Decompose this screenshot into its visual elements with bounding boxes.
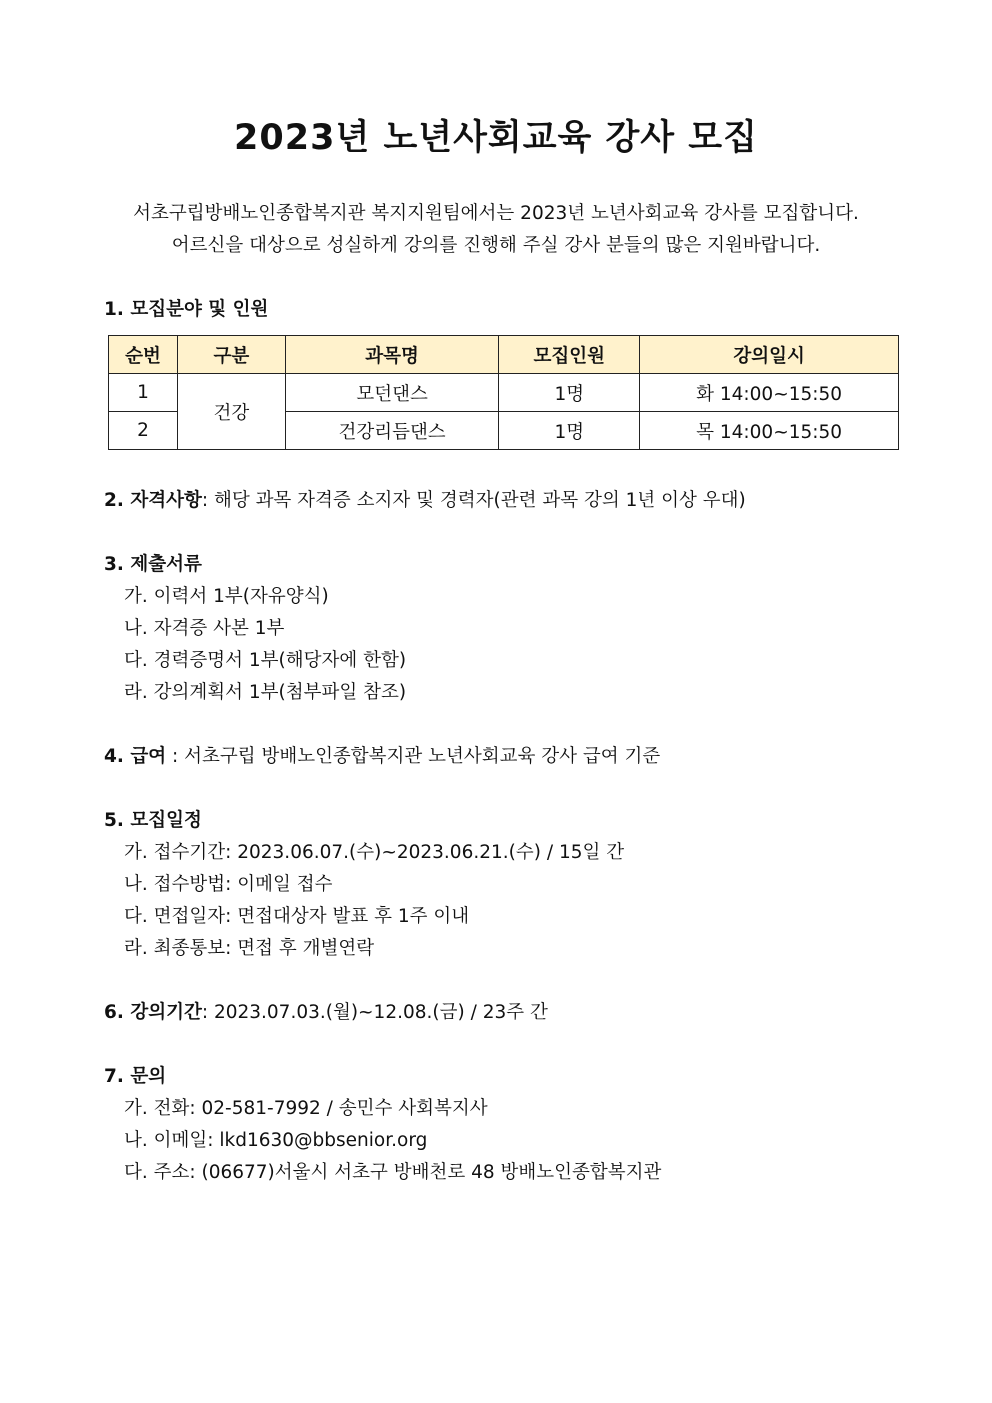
list-item: 나. 이메일: lkd1630@bbsenior.org <box>124 1130 428 1151</box>
section-6-text: : 2023.07.03.(월)~12.08.(금) / 23주 간 <box>201 1002 548 1023</box>
table-header-cell: 강의일시 <box>640 336 899 374</box>
intro-line-1: 서초구립방배노인종합복지관 복지지원팀에서는 2023년 노년사회교육 강사를 모집합니다. <box>133 203 859 224</box>
recruitment-table <box>108 335 899 450</box>
list-item: 나. 접수방법: 이메일 접수 <box>124 874 333 895</box>
list-item: 가. 전화: 02-581-7992 / 송민수 사회복지사 <box>124 1098 488 1119</box>
list-item: 다. 경력증명서 1부(해당자에 한함) <box>124 650 407 671</box>
section-6-heading: 6. 강의기간 <box>104 1002 202 1023</box>
table-header-cell: 과목명 <box>285 336 499 374</box>
schedule-cell: 화 14:00~15:50 <box>640 374 899 412</box>
category-cell: 건강 <box>177 374 285 450</box>
section-2-heading: 2. 자격사항 <box>104 490 202 511</box>
section-2-text: : 해당 과목 자격증 소지자 및 경력자(관련 과목 강의 1년 이상 우대) <box>201 490 746 511</box>
list-item: 다. 주소: (06677)서울시 서초구 방배천로 48 방배노인종합복지관 <box>124 1162 662 1183</box>
list-item: 가. 접수기간: 2023.06.07.(수)~2023.06.21.(수) / 15일 간 <box>124 842 625 863</box>
section-2 <box>104 486 746 512</box>
table-header-cell: 모집인원 <box>499 336 640 374</box>
count-cell: 1명 <box>499 412 640 450</box>
table-header-cell: 구분 <box>177 336 285 374</box>
section-4-heading: 4. 급여 <box>104 746 167 767</box>
section-1-heading: 1. 모집분야 및 인원 <box>104 299 269 320</box>
list-item: 다. 면접일자: 면접대상자 발표 후 1주 이내 <box>124 906 470 927</box>
section-4 <box>104 742 660 768</box>
list-item: 라. 최종통보: 면접 후 개별연락 <box>124 938 375 959</box>
list-item: 나. 자격증 사본 1부 <box>124 618 285 639</box>
subject-cell: 모던댄스 <box>285 374 499 412</box>
section-4-text: : 서초구립 방배노인종합복지관 노년사회교육 강사 급여 기준 <box>166 746 661 767</box>
table-row <box>109 374 899 412</box>
list-item: 가. 이력서 1부(자유양식) <box>124 586 329 607</box>
section-6 <box>104 998 548 1024</box>
schedule-cell: 목 14:00~15:50 <box>640 412 899 450</box>
list-item: 라. 강의계획서 1부(첨부파일 참조) <box>124 682 407 703</box>
table-header-row <box>109 336 899 374</box>
section-3-heading: 3. 제출서류 <box>104 554 202 575</box>
section-7-heading: 7. 문의 <box>104 1066 167 1087</box>
intro-line-2: 어르신을 대상으로 성실하게 강의를 진행해 주실 강사 분들의 많은 지원바랍니다. <box>171 235 821 256</box>
count-cell: 1명 <box>499 374 640 412</box>
table-header-cell: 순번 <box>109 336 178 374</box>
section-5-heading: 5. 모집일정 <box>104 810 202 831</box>
row-number: 2 <box>109 412 178 450</box>
page-title: 2023년 노년사회교육 강사 모집 <box>234 118 758 158</box>
subject-cell: 건강리듬댄스 <box>285 412 499 450</box>
row-number: 1 <box>109 374 178 412</box>
